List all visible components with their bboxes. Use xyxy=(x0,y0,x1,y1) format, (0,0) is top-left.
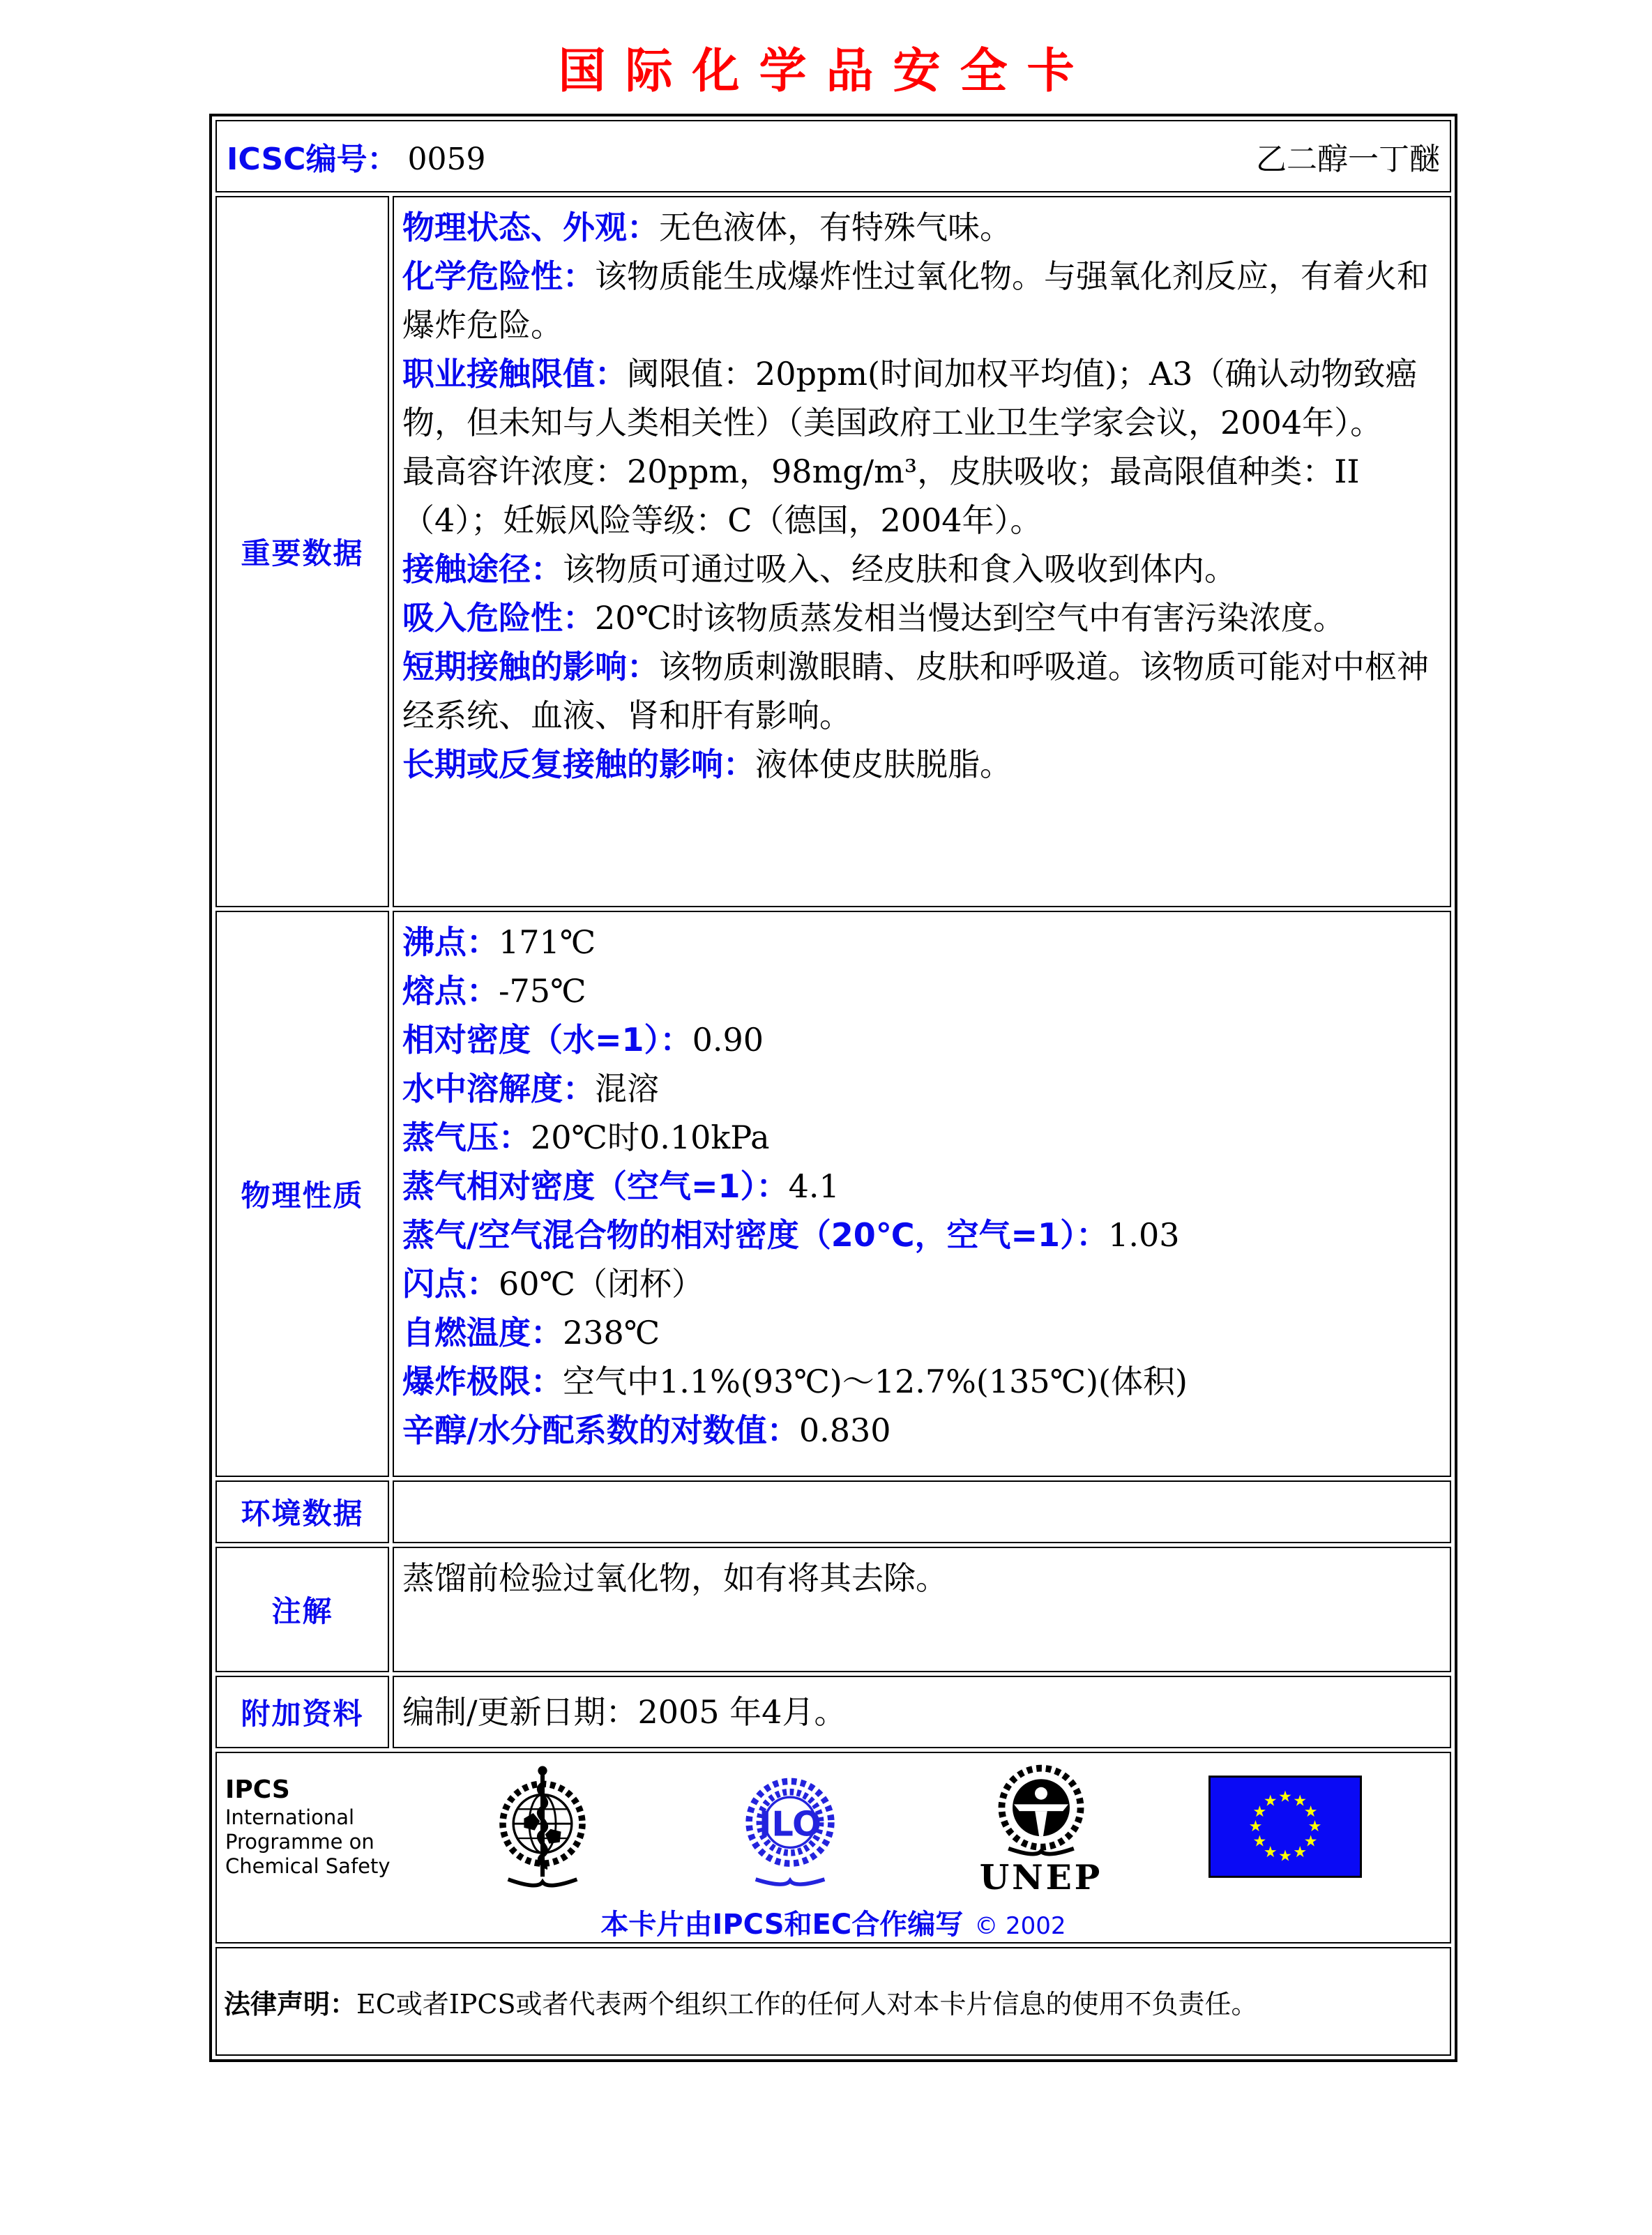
field-value: 最高容许浓度：20ppm，98mg/m³，皮肤吸收；最高限值种类：II（4）；妊娠风险等级：C（德国，2004年）。 xyxy=(402,453,1360,539)
field-value: 阈限值：20ppm(时间加权平均值)；A3（确认动物致癌物，但未知与人类相关性）（美国政府工业卫生学家会议，2004年）。 xyxy=(402,355,1418,441)
field-label: 沸点： xyxy=(402,923,499,961)
svg-text:★: ★ xyxy=(1248,1817,1263,1835)
caption-text: 本卡片由IPCS和EC合作编写 xyxy=(600,1909,964,1941)
section-label-physical-properties: 物理性质 xyxy=(215,911,389,1477)
field-paragraph xyxy=(402,740,1441,789)
section-content-important-data xyxy=(393,196,1451,907)
field-paragraph xyxy=(402,252,1441,349)
field-value: 液体使皮肤脱脂。 xyxy=(755,745,1012,783)
field-value: 20℃时0.10kPa xyxy=(531,1119,770,1156)
field-label: 职业接触限值： xyxy=(402,355,627,393)
field-paragraph xyxy=(402,1113,1441,1162)
field-label: 相对密度（水=1）： xyxy=(402,1021,692,1059)
header-row xyxy=(215,120,1451,192)
icsc-card-table xyxy=(209,114,1457,2062)
field-paragraph xyxy=(402,593,1441,642)
field-label: 蒸气相对密度（空气=1）： xyxy=(402,1167,789,1205)
field-label: 熔点： xyxy=(402,972,499,1010)
legal-notice-label: 法律声明： xyxy=(224,1988,357,2020)
field-value: 60℃（闭杯） xyxy=(499,1265,704,1303)
svg-text:★: ★ xyxy=(1252,1803,1267,1821)
field-paragraph xyxy=(402,1015,1441,1064)
svg-text:★: ★ xyxy=(1263,1791,1278,1810)
page-title: 国际化学品安全卡 xyxy=(558,43,1094,99)
svg-text:★: ★ xyxy=(1293,1843,1308,1861)
field-paragraph xyxy=(402,1554,1441,1603)
svg-text:★: ★ xyxy=(1278,1788,1292,1806)
eu-flag-icon xyxy=(1208,1775,1362,1878)
field-label: 自燃温度： xyxy=(402,1314,563,1351)
field-paragraph xyxy=(402,1406,1441,1455)
ipcs-acronym: IPCS xyxy=(225,1775,290,1804)
section-content-physical-properties xyxy=(393,911,1451,1477)
field-value: 空气中1.1%(93℃)～12.7%(135℃)(体积) xyxy=(563,1363,1188,1400)
field-paragraph xyxy=(402,1688,1441,1736)
field-value: 20℃时该物质蒸发相当慢达到空气中有害污染浓度。 xyxy=(595,599,1345,637)
field-paragraph xyxy=(402,447,1441,545)
field-label: 化学危险性： xyxy=(402,257,595,295)
ipcs-line1: International xyxy=(225,1805,355,1829)
field-value: 该物质能生成爆炸性过氧化物。与强氧化剂反应，有着火和爆炸危险。 xyxy=(402,257,1429,344)
section-content-environmental-data xyxy=(393,1480,1451,1543)
field-paragraph xyxy=(402,545,1441,593)
field-paragraph xyxy=(402,1259,1441,1308)
chemical-name: 乙二醇一丁醚 xyxy=(1256,142,1440,177)
ilo-logo-icon xyxy=(724,1760,856,1893)
section-label-important-data: 重要数据 xyxy=(215,196,389,907)
field-label: 吸入危险性： xyxy=(402,599,595,637)
field-label: 短期接触的影响： xyxy=(402,648,659,685)
field-value: 4.1 xyxy=(788,1167,840,1205)
section-label-additional-info: 附加资料 xyxy=(215,1676,389,1748)
field-label: 接触途径： xyxy=(402,550,563,588)
section-content-additional-info xyxy=(393,1676,1451,1748)
field-label: 闪点： xyxy=(402,1265,499,1303)
ipcs-line3: Chemical Safety xyxy=(225,1854,391,1878)
field-paragraph xyxy=(402,1308,1441,1357)
field-value: 该物质可通过吸入、经皮肤和食入吸收到体内。 xyxy=(563,550,1236,588)
unep-logo-text: UNEP xyxy=(979,1857,1103,1895)
field-paragraph xyxy=(402,918,1441,967)
svg-text:ILO: ILO xyxy=(758,1803,822,1844)
field-label: 蒸气压： xyxy=(402,1119,531,1156)
icsc-number-label: ICSC编号： xyxy=(227,142,398,177)
field-value: 1.03 xyxy=(1108,1216,1180,1254)
svg-text:★: ★ xyxy=(1263,1843,1278,1861)
field-paragraph xyxy=(402,1064,1441,1113)
field-value: 238℃ xyxy=(563,1314,660,1351)
card-caption xyxy=(217,1902,1450,1942)
field-paragraph xyxy=(402,349,1441,447)
ipcs-text-block xyxy=(225,1775,400,1879)
field-value: 蒸馏前检验过氧化物，如有将其去除。 xyxy=(402,1559,948,1597)
field-value: 171℃ xyxy=(499,923,596,961)
svg-text:★: ★ xyxy=(1278,1847,1292,1865)
svg-text:★: ★ xyxy=(1293,1791,1308,1810)
field-paragraph xyxy=(402,1162,1441,1211)
field-label: 长期或反复接触的影响： xyxy=(402,745,755,783)
svg-text:★: ★ xyxy=(1252,1832,1267,1850)
field-label: 水中溶解度： xyxy=(402,1070,595,1107)
field-paragraph xyxy=(402,967,1441,1015)
field-value: 0.90 xyxy=(692,1021,764,1059)
section-label-environmental-data: 环境数据 xyxy=(215,1480,389,1543)
field-value: 0.830 xyxy=(798,1411,891,1449)
field-value: 该物质刺激眼睛、皮肤和呼吸道。该物质可能对中枢神经系统、血液、肾和肝有影响。 xyxy=(402,648,1429,734)
field-paragraph xyxy=(402,642,1441,740)
icsc-number-value: 0059 xyxy=(407,142,486,177)
legal-notice-text: EC或者IPCS或者代表两个组织工作的任何人对本卡片信息的使用不负责任。 xyxy=(356,1988,1258,2020)
field-paragraph xyxy=(402,1357,1441,1406)
logos-row xyxy=(215,1752,1451,1944)
field-paragraph xyxy=(402,1211,1441,1259)
field-label: 物理状态、外观： xyxy=(402,209,659,246)
caption-copyright: © 2002 xyxy=(974,1912,1066,1940)
svg-text:★: ★ xyxy=(1308,1817,1322,1835)
who-logo-icon xyxy=(473,1760,612,1893)
svg-text:★: ★ xyxy=(1303,1832,1318,1850)
field-paragraph xyxy=(402,203,1441,252)
icsc-number-group xyxy=(227,134,485,179)
unep-logo-icon xyxy=(971,1759,1111,1895)
field-value: -75℃ xyxy=(499,972,586,1010)
legal-notice-row xyxy=(215,1947,1451,2056)
field-value: 无色液体，有特殊气味。 xyxy=(659,209,1012,246)
field-value: 混溶 xyxy=(595,1070,659,1107)
section-content-notes xyxy=(393,1547,1451,1672)
section-label-notes: 注解 xyxy=(215,1547,389,1672)
svg-text:★: ★ xyxy=(1303,1803,1318,1821)
field-label: 爆炸极限： xyxy=(402,1363,563,1400)
field-label: 蒸气/空气混合物的相对密度（20℃，空气=1）： xyxy=(402,1216,1109,1254)
ipcs-line2: Programme on xyxy=(225,1829,374,1854)
field-value: 编制/更新日期：2005 年4月。 xyxy=(402,1693,847,1731)
field-label: 辛醇/水分配系数的对数值： xyxy=(402,1411,799,1449)
